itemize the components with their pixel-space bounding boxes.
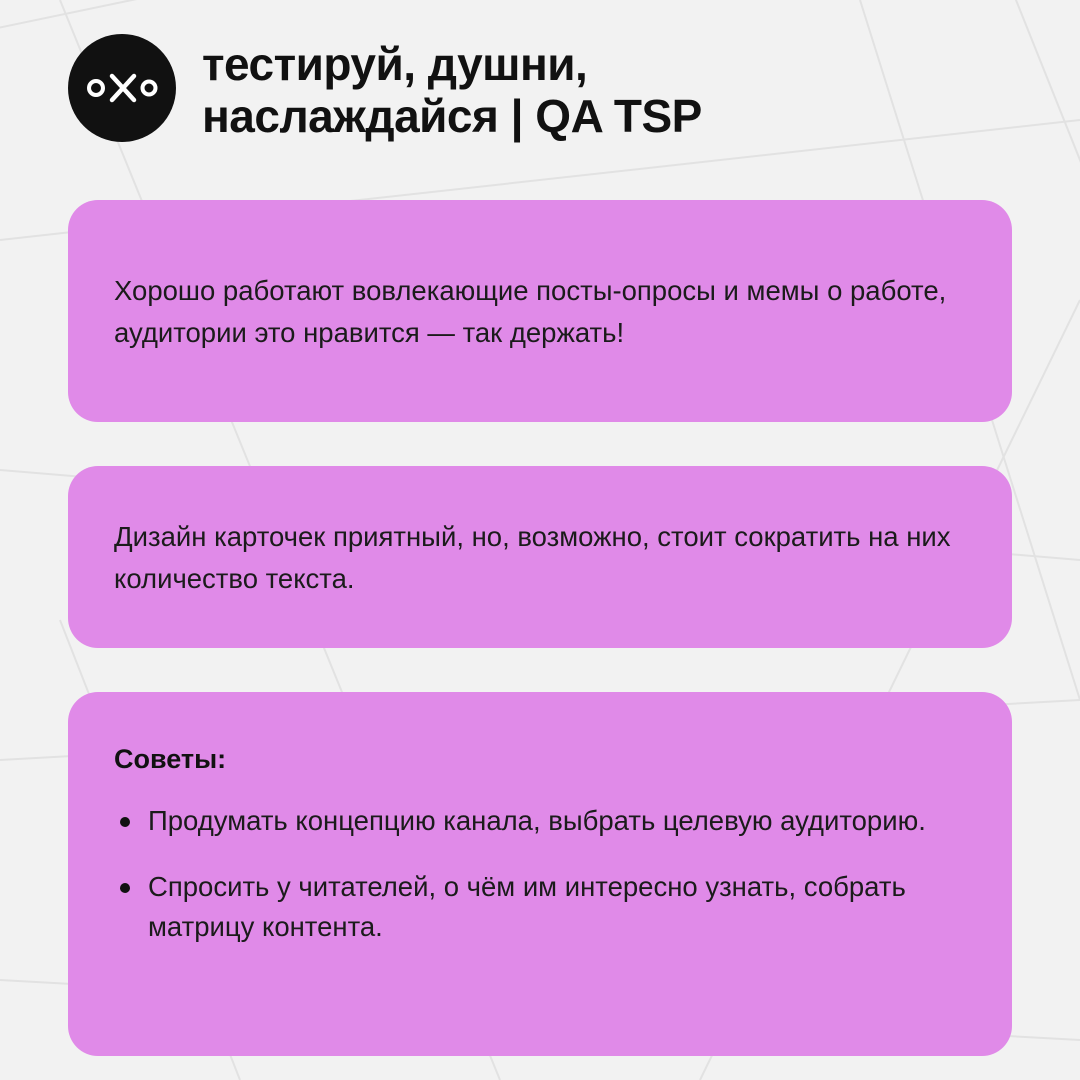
circle-dot-x-logo-icon (68, 34, 176, 142)
bullet-icon (120, 883, 130, 893)
tips-list (114, 801, 966, 947)
feedback-card-positive-text: Хорошо работают вовлекающие посты-опросы и мемы о работе, аудитории это нравится — так держать! (114, 275, 947, 348)
header (68, 34, 1020, 143)
page-title-line-2: наслаждайся | QA TSP (202, 90, 702, 143)
bullet-icon (120, 817, 130, 827)
tips-item-text: Спросить у читателей, о чём им интересно узнать, собрать матрицу контента. (148, 870, 906, 942)
list-item (114, 801, 966, 841)
feedback-card-positive (68, 200, 1012, 422)
tips-item-text: Продумать концепцию канала, выбрать целевую аудиторию. (148, 805, 926, 836)
tips-card (68, 692, 1012, 1056)
page-title (202, 34, 702, 143)
feedback-card-design (68, 466, 1012, 648)
list-item (114, 867, 966, 947)
tips-heading: Советы: (114, 744, 227, 774)
page-title-line-1: тестируй, душни, (202, 38, 588, 90)
feedback-card-design-text: Дизайн карточек приятный, но, возможно, стоит сократить на них количество текста. (114, 521, 951, 594)
